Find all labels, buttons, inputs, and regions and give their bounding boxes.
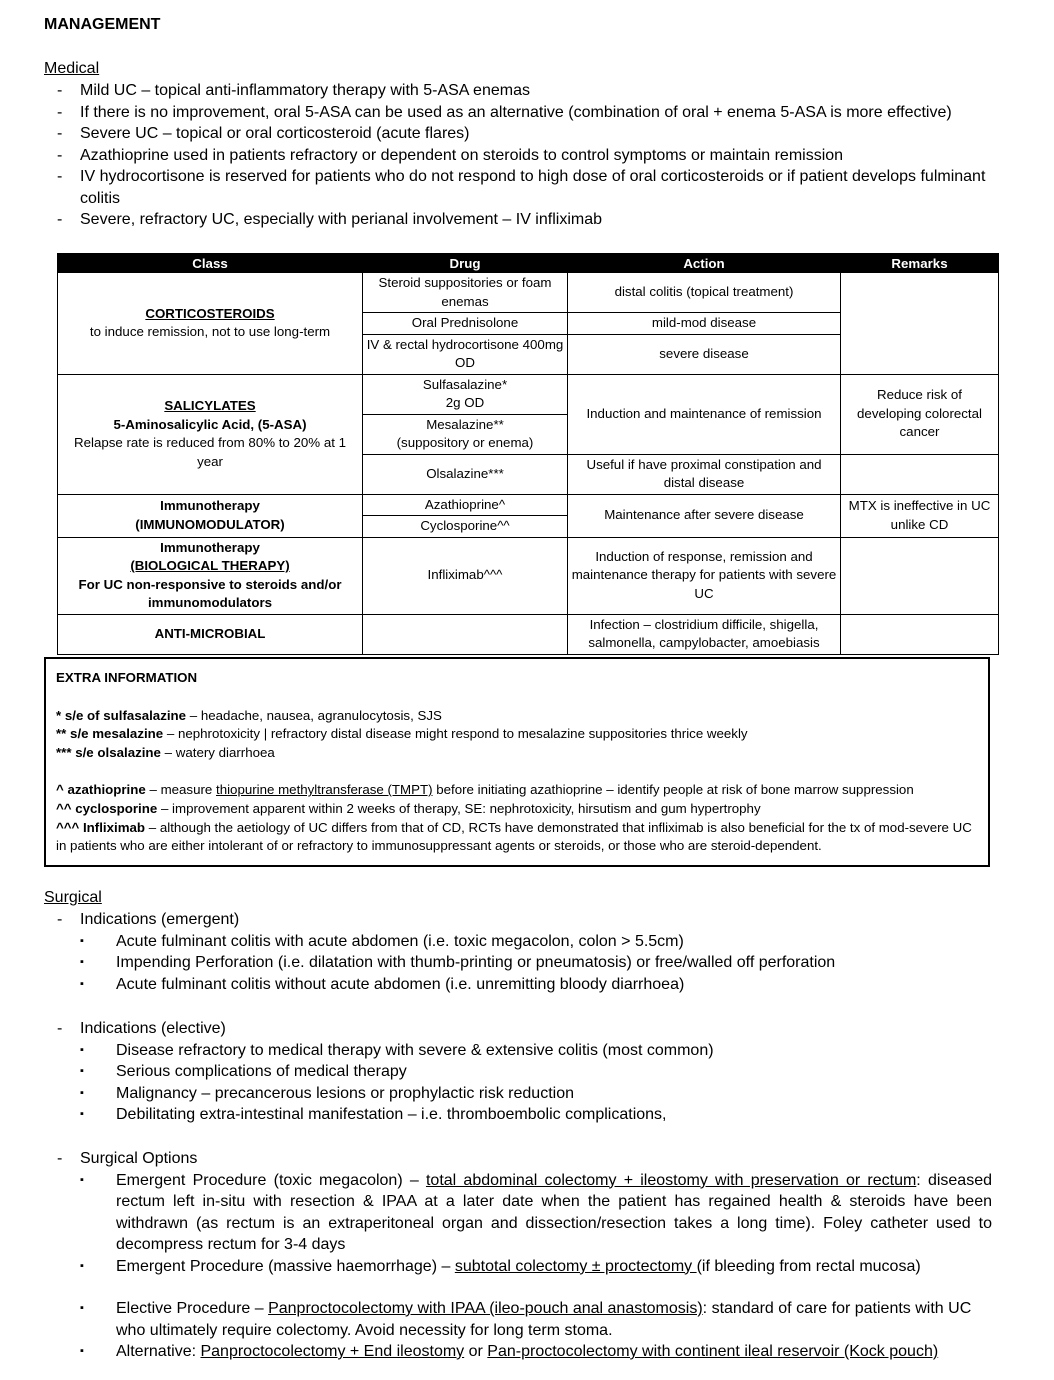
extra-info-title: EXTRA INFORMATION xyxy=(56,670,198,685)
action-cell: severe disease xyxy=(568,334,841,374)
remarks-cell xyxy=(841,537,999,614)
note-key: * s/e of sulfasalazine xyxy=(56,707,187,723)
sub-list xyxy=(80,1170,992,1363)
list-item: - IV hydrocortisone is reserved for patients who do not respond to high dose of oral corticosteroids or if patient develops fulminant colitis xyxy=(44,166,1004,209)
drug-cell: Oral Prednisolone xyxy=(363,313,568,335)
remarks-cell xyxy=(841,614,999,654)
note-line xyxy=(56,819,978,856)
class-cell-antimicrobial: ANTI-MICROBIAL xyxy=(58,614,363,654)
remarks-cell: Reduce risk of developing colorectal cancer xyxy=(841,374,999,454)
list-item: ▪ Debilitating extra-intestinal manifestation – i.e. thromboembolic complications, xyxy=(80,1104,1004,1126)
list-item xyxy=(80,1256,992,1278)
table-row xyxy=(58,273,999,313)
table-row xyxy=(58,614,999,654)
note-text: before initiating azathioprine – identify people at risk of bone marrow suppression xyxy=(432,782,914,798)
header-action: Action xyxy=(568,254,841,273)
list-item: - If there is no improvement, oral 5-ASA can be used as an alternative (combination of oral + enema 5-ASA is more effective) xyxy=(44,102,1004,124)
action-cell: Maintenance after severe disease xyxy=(568,494,841,537)
drug-route: (suppository or enema) xyxy=(396,435,534,450)
drug-cell: Steroid suppositories or foam enemas xyxy=(363,273,568,313)
class-name: SALICYLATES xyxy=(164,398,256,413)
list-item: - Severe UC – topical or oral corticosteroid (acute flares) xyxy=(44,123,1004,145)
table-row xyxy=(58,374,999,414)
class-desc: to induce remission, not to use long-term xyxy=(89,324,331,340)
remarks-cell xyxy=(841,273,999,375)
action-cell: Infection – clostridium difficile, shigella, salmonella, campylobacter, amoebiasis xyxy=(568,614,841,654)
table-row xyxy=(58,537,999,614)
note-key: ^^^ Infliximab xyxy=(56,819,146,835)
class-cell-corticosteroids xyxy=(58,273,363,375)
note-line xyxy=(56,744,978,763)
class-subtitle: (IMMUNOMODULATOR) xyxy=(135,516,285,532)
drug-cell: Azathioprine^ xyxy=(363,494,568,516)
option-text: Emergent Procedure (toxic megacolon) – xyxy=(116,1171,426,1189)
class-name: Immunotherapy xyxy=(160,498,260,513)
action-cell: Useful if have proximal constipation and distal disease xyxy=(568,454,841,494)
header-class: Class xyxy=(58,254,363,273)
option-underlined: Pan-proctocolectomy with continent ileal reservoir (Kock pouch) xyxy=(487,1343,939,1360)
drug-cell: Olsalazine*** xyxy=(363,454,568,494)
list-item: ▪ Disease refractory to medical therapy with severe & extensive colitis (most common) xyxy=(80,1040,1004,1062)
list-item xyxy=(44,1148,992,1363)
remarks-cell: MTX is ineffective in UC unlike CD xyxy=(841,494,999,537)
option-text: Elective Procedure – xyxy=(116,1300,269,1317)
drug-cell: Infliximab^^^ xyxy=(363,537,568,614)
header-remarks: Remarks xyxy=(841,254,999,273)
surgical-heading: Surgical xyxy=(44,889,102,906)
action-cell: Induction and maintenance of remission xyxy=(568,374,841,454)
surgical-elective-list xyxy=(44,1018,1004,1126)
table-header-row xyxy=(58,254,999,273)
drug-cell xyxy=(363,414,568,454)
sub-list xyxy=(80,931,1004,996)
option-underlined: total abdominal colectomy + ileostomy with preservation or rectum xyxy=(425,1171,917,1189)
list-item xyxy=(44,1018,1004,1126)
drug-table xyxy=(57,253,999,655)
list-item xyxy=(80,1170,992,1256)
note-line xyxy=(56,725,978,744)
option-text: : diseased rectum left in-situ with resection & IPAA at a later date when the patient has regained health & steroids have been withdrawn (as rectum is an extraperitoneal organ and dissection/resection takes a long time). Foley catheter used to decompress rectum for 3-4 days xyxy=(116,1171,992,1253)
option-text: Alternative: xyxy=(116,1343,201,1360)
extra-info-box xyxy=(44,657,990,867)
drug-name: Sulfasalazine* xyxy=(422,376,508,392)
list-label: Surgical Options xyxy=(80,1150,198,1167)
class-desc: For UC non-responsive to steroids and/or immunomodulators xyxy=(78,576,342,610)
note-underlined: thiopurine methyltransferase (TMPT) xyxy=(216,782,433,798)
list-item: - Mild UC – topical anti-inflammatory therapy with 5-ASA enemas xyxy=(44,80,1004,102)
table-row xyxy=(58,494,999,516)
drug-cell: Cyclosporine^^ xyxy=(363,516,568,538)
note-text: – headache, nausea, agranulocytosis, SJS xyxy=(186,707,442,723)
action-cell: Induction of response, remission and maintenance therapy for patients with severe UC xyxy=(568,537,841,614)
list-item xyxy=(80,1298,992,1341)
option-underlined: subtotal colectomy ± proctectomy xyxy=(454,1257,697,1275)
sub-list xyxy=(80,1040,1004,1126)
option-underlined: Panproctocolectomy + End ileostomy xyxy=(200,1343,465,1360)
class-desc: Relapse rate is reduced from 80% to 20% at 1 year xyxy=(74,435,346,469)
class-cell-salicylates xyxy=(58,374,363,494)
medical-heading: Medical xyxy=(44,60,100,77)
list-item: ▪ Acute fulminant colitis with acute abdomen (i.e. toxic megacolon, colon > 5.5cm) xyxy=(80,931,1004,953)
note-text: – although the aetiology of UC differs from that of CD, RCTs have demonstrated that infliximab is also beneficial for the tx of mod-severe UC in patients who are either intolerant of or refractory to immunosuppressant agents or steroids, or those who are steroid-dependent. xyxy=(56,819,972,854)
list-item: ▪ Serious complications of medical therapy xyxy=(80,1061,1004,1083)
list-label: Indications (emergent) xyxy=(80,911,240,928)
class-name: Immunotherapy xyxy=(160,539,260,555)
option-text: or xyxy=(464,1343,488,1360)
note-line xyxy=(56,781,978,800)
surgical-emergent-list xyxy=(44,909,1004,995)
note-key: ** s/e mesalazine xyxy=(56,726,164,742)
drug-cell xyxy=(363,374,568,414)
page-title: MANAGEMENT xyxy=(44,16,161,33)
drug-cell xyxy=(363,614,568,654)
class-cell-immunomodulator xyxy=(58,494,363,537)
note-key: *** s/e olsalazine xyxy=(56,744,161,760)
surgical-options-list xyxy=(44,1148,992,1363)
option-text: : standard of care for patients with UC who ultimately require colectomy. Avoid necessity for long term stoma. xyxy=(116,1300,972,1339)
medical-list xyxy=(44,80,1004,231)
drug-cell: IV & rectal hydrocortisone 400mg OD xyxy=(363,334,568,374)
list-item: - Severe, refractory UC, especially with perianal involvement – IV infliximab xyxy=(44,209,1004,231)
note-line xyxy=(56,800,978,819)
note-text: – measure xyxy=(145,782,216,798)
note-text: – nephrotoxicity | refractory distal disease might respond to mesalazine suppositories thrice weekly xyxy=(163,726,748,742)
action-cell: distal colitis (topical treatment) xyxy=(568,273,841,313)
list-item: ▪ Impending Perforation (i.e. dilatation with thumb-printing or pneumatosis) or free/walled off perforation xyxy=(80,952,1004,974)
class-name: CORTICOSTEROIDS xyxy=(145,305,275,321)
drug-dose: 2g OD xyxy=(445,395,485,410)
list-item xyxy=(80,1341,992,1363)
header-drug: Drug xyxy=(363,254,568,273)
drug-name: Mesalazine** xyxy=(426,416,504,432)
option-text: Emergent Procedure (massive haemorrhage) – xyxy=(116,1257,455,1275)
class-subtitle: 5-Aminosalicylic Acid, (5-ASA) xyxy=(113,416,307,432)
option-underlined: Panproctocolectomy with IPAA (ileo-pouch anal anastomosis) xyxy=(268,1300,703,1317)
note-key: ^^ cyclosporine xyxy=(56,800,158,816)
class-cell-biological xyxy=(58,537,363,614)
list-item xyxy=(44,909,1004,995)
note-key: ^ azathioprine xyxy=(56,782,146,798)
list-item: ▪ Malignancy – precancerous lesions or prophylactic risk reduction xyxy=(80,1083,1004,1105)
note-text: – watery diarrhoea xyxy=(160,744,275,760)
action-cell: mild-mod disease xyxy=(568,313,841,335)
option-text: (if bleeding from rectal mucosa) xyxy=(696,1257,921,1275)
list-item: ▪ Acute fulminant colitis without acute abdomen (i.e. unremitting bloody diarrhoea) xyxy=(80,974,1004,996)
note-text: – improvement apparent within 2 weeks of therapy, SE: nephrotoxicity, hirsutism and gum hypertrophy xyxy=(157,800,761,816)
list-item: - Azathioprine used in patients refractory or dependent on steroids to control symptoms or maintain remission xyxy=(44,145,1004,167)
remarks-cell xyxy=(841,454,999,494)
note-line xyxy=(56,707,978,726)
list-label: Indications (elective) xyxy=(80,1020,226,1037)
class-subtitle: (BIOLOGICAL THERAPY) xyxy=(130,558,290,573)
